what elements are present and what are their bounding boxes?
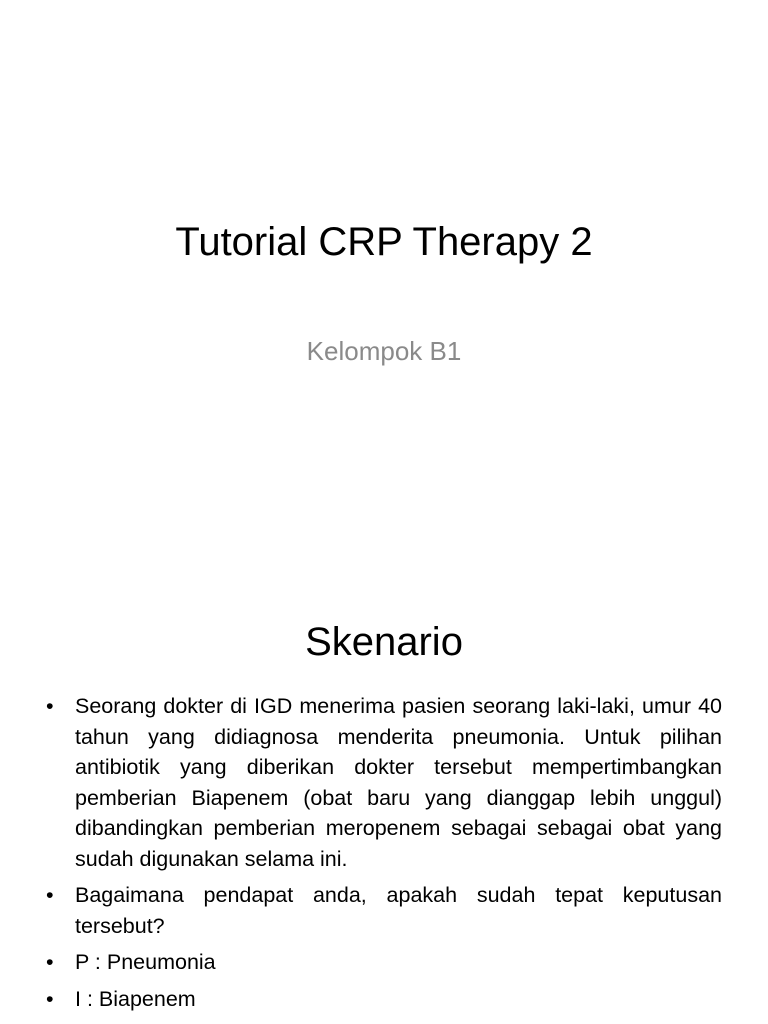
scenario-slide (0, 576, 768, 1024)
bullet-icon: • (46, 950, 54, 974)
bullet-text: I : Biapenem (75, 986, 196, 1011)
bullet-item-population (46, 947, 722, 978)
bullet-list (46, 691, 722, 1020)
bullet-item-scenario (46, 691, 722, 874)
bullet-icon: • (46, 694, 54, 718)
slide-title: Skenario (305, 620, 463, 664)
presentation-subtitle: Kelompok B1 (306, 336, 462, 366)
bullet-item-question (46, 880, 722, 941)
bullet-text: Bagaimana pendapat anda, apakah sudah tepat keputusan tersebut? (75, 883, 722, 938)
bullet-icon: • (46, 986, 54, 1011)
bullet-text: Seorang dokter di IGD menerima pasien seorang laki-laki, umur 40 tahun yang didiagnosa menderita pneumonia. Untuk pilihan antibiotik yang diberikan dokter tersebut mempertimbangkan pemberian Biapenem (obat baru yang dianggap lebih unggul) dibandingkan pemberian meropenem sebagai sebagai obat yang sudah digunakan selama ini. (75, 694, 722, 871)
bullet-icon: • (46, 883, 54, 907)
presentation-title: Tutorial CRP Therapy 2 (175, 220, 593, 264)
bullet-item-intervention (46, 984, 722, 1015)
bullet-text: P : Pneumonia (75, 950, 216, 974)
